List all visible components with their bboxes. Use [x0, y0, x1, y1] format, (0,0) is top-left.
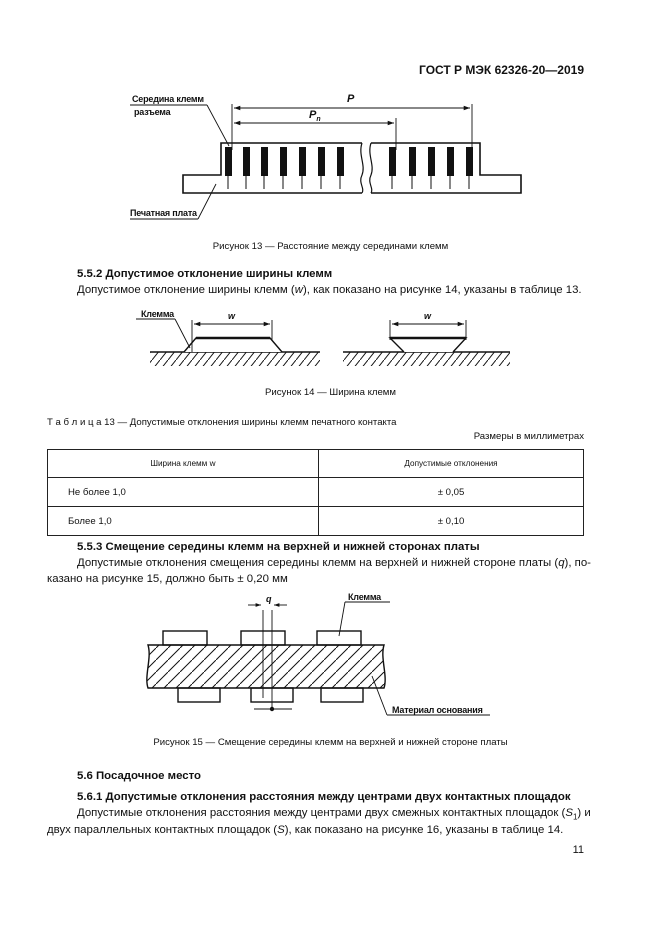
section-561-line2: двух параллельных контактных площадок (S), как показано на рисунке 16, указаны в таблице 14. [47, 824, 564, 836]
terminal-strip [318, 147, 325, 176]
table-13-units: Размеры в миллиметрах [473, 431, 584, 442]
table-cell-width: Не более 1,0 [48, 478, 319, 507]
terminal-strip [261, 147, 268, 176]
section-553-title: 5.5.3 Смещение середины клемм на верхней и нижней сторонах платы [77, 541, 480, 553]
table-13-title: Т а б л и ц а 13 — Допустимые отклонения ширины клемм печатного контакта [47, 417, 397, 428]
label-terminal-center: Середина клемм [132, 94, 204, 104]
section-553-line2: казано на рисунке 15, должно быть ± 0,20 мм [47, 573, 288, 585]
table-cell-tolerance: ± 0,10 [319, 507, 584, 536]
terminal-strip [225, 147, 232, 176]
label-terminal-fig14: Клемма [141, 309, 174, 319]
table-13 [47, 449, 584, 536]
section-552-text: Допустимое отклонение ширины клемм (w), как показано на рисунке 14, указаны в таблице 13. [77, 284, 582, 296]
terminal-strip [447, 147, 454, 176]
figure-13-caption: Рисунок 13 — Расстояние между серединами клемм [212, 241, 449, 252]
dim-w-right: w [424, 311, 432, 321]
section-56-title: 5.6 Посадочное место [77, 770, 201, 782]
terminal-strip [409, 147, 416, 176]
dim-q-label: q [266, 594, 272, 604]
terminal-strip [389, 147, 396, 176]
terminal-strip [243, 147, 250, 176]
figure-15-caption: Рисунок 15 — Смещение середины клемм на верхней и нижней стороне платы [153, 737, 508, 748]
terminal-strip [280, 147, 287, 176]
table-row [48, 507, 584, 536]
figure-15 [0, 588, 661, 728]
section-561-line1: Допустимые отклонения расстояния между центрами двух смежных контактных площадок $(S_1)$ и [77, 807, 591, 822]
figure-14-caption: Рисунок 14 — Ширина клемм [264, 387, 397, 398]
section-561-title: 5.6.1 Допустимые отклонения расстояния между центрами двух контактных площадок [77, 791, 571, 803]
terminal-strip [299, 147, 306, 176]
dim-w-left: w [228, 311, 236, 321]
dim-pn-label: $P_n$ [309, 109, 321, 124]
terminal-strip [337, 147, 344, 176]
terminal-strip [466, 147, 473, 176]
label-terminal-fig15: Клемма [348, 592, 381, 602]
table-cell-tolerance: ± 0,05 [319, 478, 584, 507]
label-base-material: Материал основания [392, 705, 483, 715]
figure-13 [0, 0, 661, 240]
figure-14 [0, 300, 661, 420]
table-cell-width: Более 1,0 [48, 507, 319, 536]
table-header-width: Ширина клемм w [48, 450, 319, 478]
dim-p-label: P [347, 93, 355, 105]
document-id: ГОСТ Р МЭК 62326-20—2019 [419, 63, 584, 77]
table-row [48, 478, 584, 507]
section-552-title: 5.5.2 Допустимое отклонение ширины клемм [77, 268, 333, 280]
page-number: 11 [572, 844, 584, 856]
table-header-tolerance: Допустимые отклонения [319, 450, 584, 478]
section-553-line1: Допустимые отклонения смещения середины клемм на верхней и нижней стороне платы (q), по- [77, 557, 591, 569]
label-printed-board: Печатная плата [130, 208, 197, 218]
label-terminal-center-2: разъема [134, 107, 171, 117]
terminal-strip [428, 147, 435, 176]
